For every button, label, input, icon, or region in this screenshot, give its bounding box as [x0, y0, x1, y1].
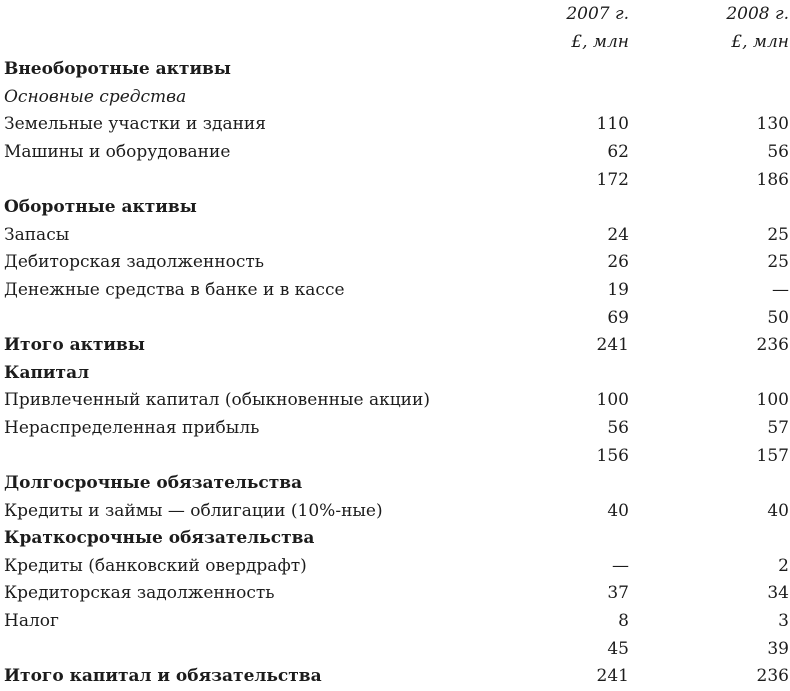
- row-label: [0, 305, 512, 333]
- value-2008: 157: [756, 445, 789, 466]
- subtotal-row: [0, 636, 790, 664]
- value-2008: 2: [778, 555, 789, 576]
- row-label: Нераспределенная прибыль: [4, 417, 260, 438]
- row-label: Налог: [4, 611, 59, 632]
- value-2007: 156: [596, 445, 629, 466]
- value-2007: 24: [607, 224, 629, 245]
- value-2008: [630, 360, 790, 388]
- table-row: [0, 111, 790, 139]
- value-2008: 34: [767, 583, 789, 604]
- value-2007: 241: [596, 666, 629, 687]
- value-2008: [630, 525, 790, 553]
- value-2007: 69: [607, 307, 629, 328]
- value-2007: 8: [618, 611, 629, 632]
- section-row: [0, 56, 790, 84]
- value-2007: 37: [607, 583, 629, 604]
- value-2008: 50: [767, 307, 789, 328]
- table-row: [0, 249, 790, 277]
- value-2007: 241: [596, 335, 629, 356]
- section-row: [0, 525, 790, 553]
- row-label: Денежные средства в банке и в кассе: [4, 279, 345, 300]
- total-row: [0, 332, 790, 360]
- section-row: [0, 194, 790, 222]
- header-spacer: [0, 29, 512, 57]
- row-label: Запасы: [4, 224, 70, 245]
- total-label: Итого капитал и обязательства: [4, 666, 322, 687]
- value-2007: 172: [596, 169, 629, 190]
- section-label: Оборотные активы: [4, 197, 197, 218]
- section-label: Внеоборотные активы: [4, 59, 231, 80]
- subtotal-row: [0, 443, 790, 471]
- value-2008: [630, 470, 790, 498]
- row-label: Кредиторская задолженность: [4, 583, 275, 604]
- table-row: [0, 608, 790, 636]
- value-2007: 62: [607, 141, 629, 162]
- value-2008: 40: [767, 500, 789, 521]
- col-year-2008: 2008 г.: [726, 4, 789, 24]
- value-2007: —: [612, 555, 629, 576]
- row-label: [0, 167, 512, 195]
- subsection-label: Основные средства: [4, 86, 187, 107]
- value-2008: 56: [767, 141, 789, 162]
- table-row: [0, 580, 790, 608]
- value-2007: [512, 56, 630, 84]
- table-row: [0, 415, 790, 443]
- value-2007: [512, 470, 630, 498]
- value-2007: 100: [596, 390, 629, 411]
- section-label: Краткосрочные обязательства: [4, 528, 315, 549]
- subsection-row: [0, 84, 790, 112]
- value-2007: 40: [607, 500, 629, 521]
- subtotal-row: [0, 305, 790, 333]
- row-label: Машины и оборудование: [4, 141, 231, 162]
- section-label: Капитал: [4, 362, 90, 383]
- table-row: [0, 387, 790, 415]
- value-2007: 45: [607, 638, 629, 659]
- header-spacer: [0, 1, 512, 29]
- table-row: [0, 553, 790, 581]
- header-row-years: [0, 1, 790, 29]
- value-2007: [512, 525, 630, 553]
- value-2008: 130: [756, 114, 789, 135]
- row-label: Привлеченный капитал (обыкновенные акции): [4, 390, 430, 411]
- value-2007: [512, 194, 630, 222]
- row-label: Земельные участки и здания: [4, 114, 266, 135]
- value-2008: [630, 194, 790, 222]
- row-label: Кредиты (банковский овердрафт): [4, 555, 307, 576]
- value-2008: 39: [767, 638, 789, 659]
- table-row: [0, 277, 790, 305]
- row-label: [0, 443, 512, 471]
- section-row: [0, 360, 790, 388]
- row-label: Дебиторская задолженность: [4, 252, 265, 273]
- value-2008: 100: [756, 390, 789, 411]
- section-row: [0, 470, 790, 498]
- value-2008: 25: [767, 224, 789, 245]
- total-row: [0, 663, 790, 691]
- value-2007: [512, 360, 630, 388]
- value-2007: 19: [607, 279, 629, 300]
- value-2008: 186: [756, 169, 789, 190]
- section-label: Долгосрочные обязательства: [4, 473, 303, 494]
- value-2007: [512, 84, 630, 112]
- col-year-2007: 2007 г.: [566, 4, 629, 24]
- value-2007: 110: [596, 114, 629, 135]
- value-2007: 56: [607, 417, 629, 438]
- row-label: [0, 636, 512, 664]
- value-2008: 236: [756, 335, 789, 356]
- row-label: Кредиты и займы — облигации (10%-ные): [4, 500, 383, 521]
- table-row: [0, 498, 790, 526]
- value-2008: 3: [778, 611, 789, 632]
- value-2008: 236: [756, 666, 789, 687]
- col-unit-2008: £, млн: [731, 31, 789, 52]
- col-unit-2007: £, млн: [571, 31, 629, 52]
- table-row: [0, 222, 790, 250]
- total-label: Итого активы: [4, 335, 145, 356]
- subtotal-row: [0, 167, 790, 195]
- value-2008: 57: [767, 417, 789, 438]
- value-2008: 25: [767, 252, 789, 273]
- value-2008: [630, 84, 790, 112]
- table-row: [0, 139, 790, 167]
- value-2008: —: [772, 279, 789, 300]
- value-2008: [630, 56, 790, 84]
- value-2007: 26: [607, 252, 629, 273]
- header-row-units: [0, 29, 790, 57]
